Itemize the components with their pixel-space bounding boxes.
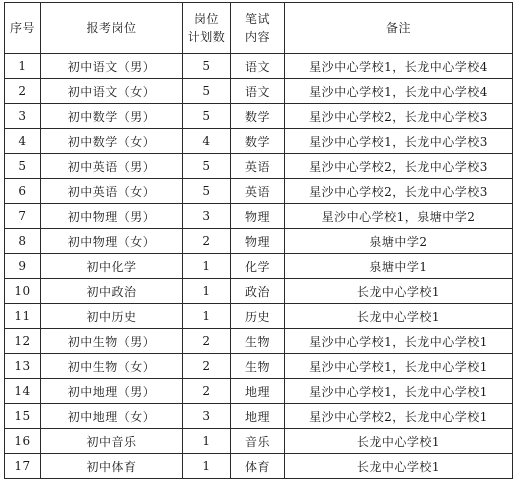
cell-position: 初中物理（男） — [41, 204, 183, 229]
cell-position: 初中地理（男） — [41, 379, 183, 404]
cell-position: 初中音乐 — [41, 429, 183, 454]
cell-remarks: 星沙中心学校2，长龙中心学校3 — [285, 154, 513, 179]
cell-serial-number: 9 — [5, 254, 41, 279]
cell-remarks: 星沙中心学校1，泉塘中学2 — [285, 204, 513, 229]
cell-planned-count: 5 — [183, 179, 231, 204]
header-planned-count-line1: 岗位 — [193, 12, 219, 26]
cell-planned-count: 2 — [183, 354, 231, 379]
cell-serial-number: 15 — [5, 404, 41, 429]
cell-serial-number: 2 — [5, 79, 41, 104]
table-row — [5, 54, 513, 79]
cell-serial-number: 14 — [5, 379, 41, 404]
cell-position: 初中数学（男） — [41, 104, 183, 129]
cell-remarks: 星沙中心学校1，长龙中心学校1 — [285, 379, 513, 404]
cell-remarks: 泉塘中学1 — [285, 254, 513, 279]
cell-position: 初中地理（女） — [41, 404, 183, 429]
cell-planned-count: 1 — [183, 429, 231, 454]
cell-exam-subject: 地理 — [231, 379, 285, 404]
cell-planned-count: 1 — [183, 454, 231, 479]
cell-serial-number: 1 — [5, 54, 41, 79]
cell-planned-count: 5 — [183, 54, 231, 79]
cell-serial-number: 12 — [5, 329, 41, 354]
cell-planned-count: 1 — [183, 254, 231, 279]
cell-position: 初中英语（男） — [41, 154, 183, 179]
cell-remarks: 长龙中心学校1 — [285, 429, 513, 454]
cell-exam-subject: 物理 — [231, 204, 285, 229]
cell-remarks: 星沙中心学校2，长龙中心学校3 — [285, 104, 513, 129]
table-row — [5, 279, 513, 304]
cell-exam-subject: 体育 — [231, 454, 285, 479]
cell-serial-number: 17 — [5, 454, 41, 479]
header-planned-count-line2: 计划数 — [187, 30, 226, 44]
cell-planned-count: 3 — [183, 404, 231, 429]
cell-remarks: 星沙中心学校1，长龙中心学校1 — [285, 329, 513, 354]
cell-position: 初中生物（女） — [41, 354, 183, 379]
cell-planned-count: 5 — [183, 104, 231, 129]
cell-exam-subject: 语文 — [231, 54, 285, 79]
cell-exam-subject: 英语 — [231, 154, 285, 179]
table-row — [5, 454, 513, 479]
cell-remarks: 长龙中心学校1 — [285, 279, 513, 304]
cell-position: 初中数学（女） — [41, 129, 183, 154]
cell-serial-number: 11 — [5, 304, 41, 329]
table-row — [5, 404, 513, 429]
cell-remarks: 星沙中心学校1，长龙中心学校4 — [285, 54, 513, 79]
cell-position: 初中化学 — [41, 254, 183, 279]
table-row — [5, 229, 513, 254]
table-row — [5, 129, 513, 154]
cell-exam-subject: 地理 — [231, 404, 285, 429]
header-row — [5, 3, 513, 54]
cell-position: 初中生物（男） — [41, 329, 183, 354]
table-body — [5, 54, 513, 479]
table-row — [5, 79, 513, 104]
cell-remarks: 星沙中心学校2，长龙中心学校3 — [285, 179, 513, 204]
cell-position: 初中体育 — [41, 454, 183, 479]
cell-planned-count: 5 — [183, 154, 231, 179]
cell-exam-subject: 数学 — [231, 129, 285, 154]
cell-remarks: 星沙中心学校2，长龙中心学校1 — [285, 404, 513, 429]
cell-planned-count: 4 — [183, 129, 231, 154]
cell-planned-count: 2 — [183, 379, 231, 404]
cell-planned-count: 1 — [183, 279, 231, 304]
cell-exam-subject: 数学 — [231, 104, 285, 129]
table-row — [5, 179, 513, 204]
cell-planned-count: 5 — [183, 79, 231, 104]
cell-serial-number: 16 — [5, 429, 41, 454]
header-exam-subject-line1: 笔试 — [244, 12, 270, 26]
cell-serial-number: 13 — [5, 354, 41, 379]
table-row — [5, 104, 513, 129]
cell-remarks: 长龙中心学校1 — [285, 304, 513, 329]
table-row — [5, 304, 513, 329]
cell-remarks: 星沙中心学校1，长龙中心学校3 — [285, 129, 513, 154]
cell-exam-subject: 历史 — [231, 304, 285, 329]
cell-serial-number: 5 — [5, 154, 41, 179]
table-row — [5, 254, 513, 279]
cell-remarks: 泉塘中学2 — [285, 229, 513, 254]
table-row — [5, 204, 513, 229]
table-row — [5, 379, 513, 404]
cell-exam-subject: 生物 — [231, 354, 285, 379]
cell-position: 初中物理（女） — [41, 229, 183, 254]
cell-serial-number: 8 — [5, 229, 41, 254]
cell-planned-count: 2 — [183, 229, 231, 254]
header-exam-subject — [231, 3, 285, 54]
cell-serial-number: 7 — [5, 204, 41, 229]
cell-exam-subject: 化学 — [231, 254, 285, 279]
cell-remarks: 星沙中心学校1，长龙中心学校1 — [285, 354, 513, 379]
table-header — [5, 3, 513, 54]
header-planned-count — [183, 3, 231, 54]
cell-serial-number: 4 — [5, 129, 41, 154]
cell-position: 初中语文（女） — [41, 79, 183, 104]
cell-exam-subject: 物理 — [231, 229, 285, 254]
cell-exam-subject: 英语 — [231, 179, 285, 204]
header-position: 报考岗位 — [41, 3, 183, 54]
cell-remarks: 长龙中心学校1 — [285, 454, 513, 479]
cell-position: 初中语文（男） — [41, 54, 183, 79]
cell-serial-number: 10 — [5, 279, 41, 304]
table-row — [5, 154, 513, 179]
table-row — [5, 329, 513, 354]
cell-position: 初中政治 — [41, 279, 183, 304]
header-serial-number: 序号 — [5, 3, 41, 54]
cell-remarks: 星沙中心学校1，长龙中心学校4 — [285, 79, 513, 104]
cell-position: 初中英语（女） — [41, 179, 183, 204]
cell-exam-subject: 语文 — [231, 79, 285, 104]
table-row — [5, 429, 513, 454]
header-remarks: 备注 — [285, 3, 513, 54]
cell-exam-subject: 音乐 — [231, 429, 285, 454]
cell-planned-count: 1 — [183, 304, 231, 329]
recruitment-plan-table — [4, 2, 513, 479]
cell-exam-subject: 生物 — [231, 329, 285, 354]
cell-position: 初中历史 — [41, 304, 183, 329]
cell-planned-count: 2 — [183, 329, 231, 354]
cell-planned-count: 3 — [183, 204, 231, 229]
header-exam-subject-line2: 内容 — [244, 30, 270, 44]
table-row — [5, 354, 513, 379]
cell-serial-number: 3 — [5, 104, 41, 129]
cell-exam-subject: 政治 — [231, 279, 285, 304]
cell-serial-number: 6 — [5, 179, 41, 204]
